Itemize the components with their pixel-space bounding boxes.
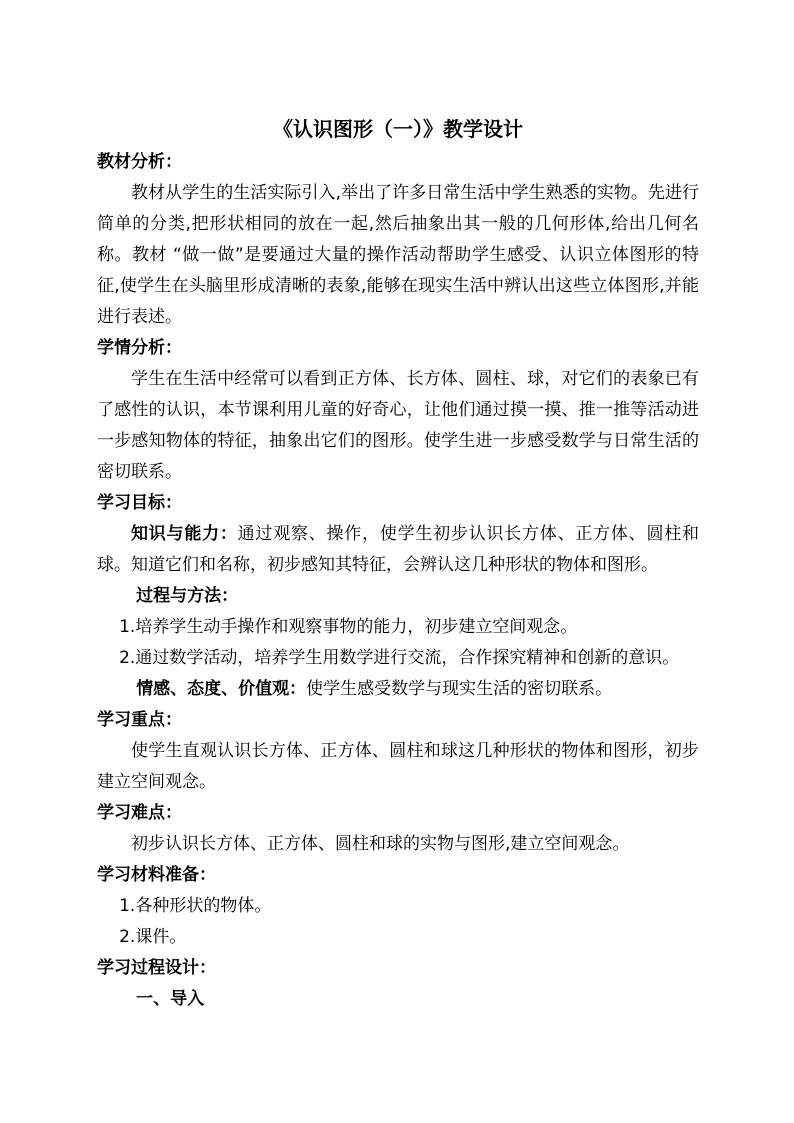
materials-prep-item: 2.课件。 [119, 927, 187, 947]
key-points-text: 使学生直观认识长方体、正方体、圆柱和球这几种形状的物体和图形，初步建立空间观念。 [97, 741, 699, 792]
difficulties-text: 初步认识长方体、正方体、圆柱和球的实物与图形,建立空间观念。 [131, 834, 630, 854]
section-heading-learner: 学情分析： [97, 338, 182, 358]
emotion-goal-paragraph [97, 674, 699, 705]
process-step-intro: 一、导入 [136, 989, 205, 1009]
section-heading-material: 教材分析： [97, 152, 182, 172]
section-heading-key-points: 学习重点： [97, 710, 182, 730]
document-title: 《认识图形（一）》教学设计 [273, 117, 523, 141]
knowledge-goal-label: 知识与能力： [131, 524, 238, 544]
process-goal-item: 1.培养学生动手操作和观察事物的能力，初步建立空间观念。 [119, 617, 578, 637]
process-goal-item: 2.通过数学活动，培养学生用数学进行交流，合作探究精神和创新的意识。 [119, 648, 680, 668]
process-goal-label: 过程与方法： [136, 586, 239, 606]
emotion-goal-label: 情感、态度、价值观： [136, 679, 307, 699]
section-heading-materials-prep: 学习材料准备： [97, 865, 216, 885]
section-heading-process-design: 学习过程设计： [97, 958, 216, 978]
learner-analysis-text: 学生在生活中经常可以看到正方体、长方体、圆柱、球，对它们的表象已有了感性的认识，本节课利用儿童的好奇心，让他们通过摸一摸、推一推等活动进一步感知物体的特征，抽象出它们的图形。使学生进一步感受数学与日常生活的密切联系。 [97, 369, 699, 482]
material-analysis-text: 教材从学生的生活实际引入,举出了许多日常生活中学生熟悉的实物。先进行简单的分类,把形状相同的放在一起,然后抽象出其一般的几何形体,给出几何名称。教材 “做一做”是要通过大量的操作活动帮助学生感受、认识立体图形的特征,使学生在头脑里形成清晰的表象,能够在现实生活中辨认出这些立体图形,并能进行表述。 [97, 183, 699, 327]
knowledge-goal-text: 通过观察、操作，使学生初步认识长方体、正方体、圆柱和球。知道它们和名称，初步感知其特征，会辨认这几种形状的物体和图形。 [97, 524, 700, 575]
knowledge-goal-paragraph [97, 519, 699, 581]
emotion-goal-text: 使学生感受数学与现实生活的密切联系。 [306, 679, 613, 699]
document-content [97, 116, 699, 1015]
section-heading-difficulties: 学习难点： [97, 803, 182, 823]
materials-prep-item: 1.各种形状的物体。 [119, 896, 272, 916]
section-heading-goals: 学习目标： [97, 493, 182, 513]
